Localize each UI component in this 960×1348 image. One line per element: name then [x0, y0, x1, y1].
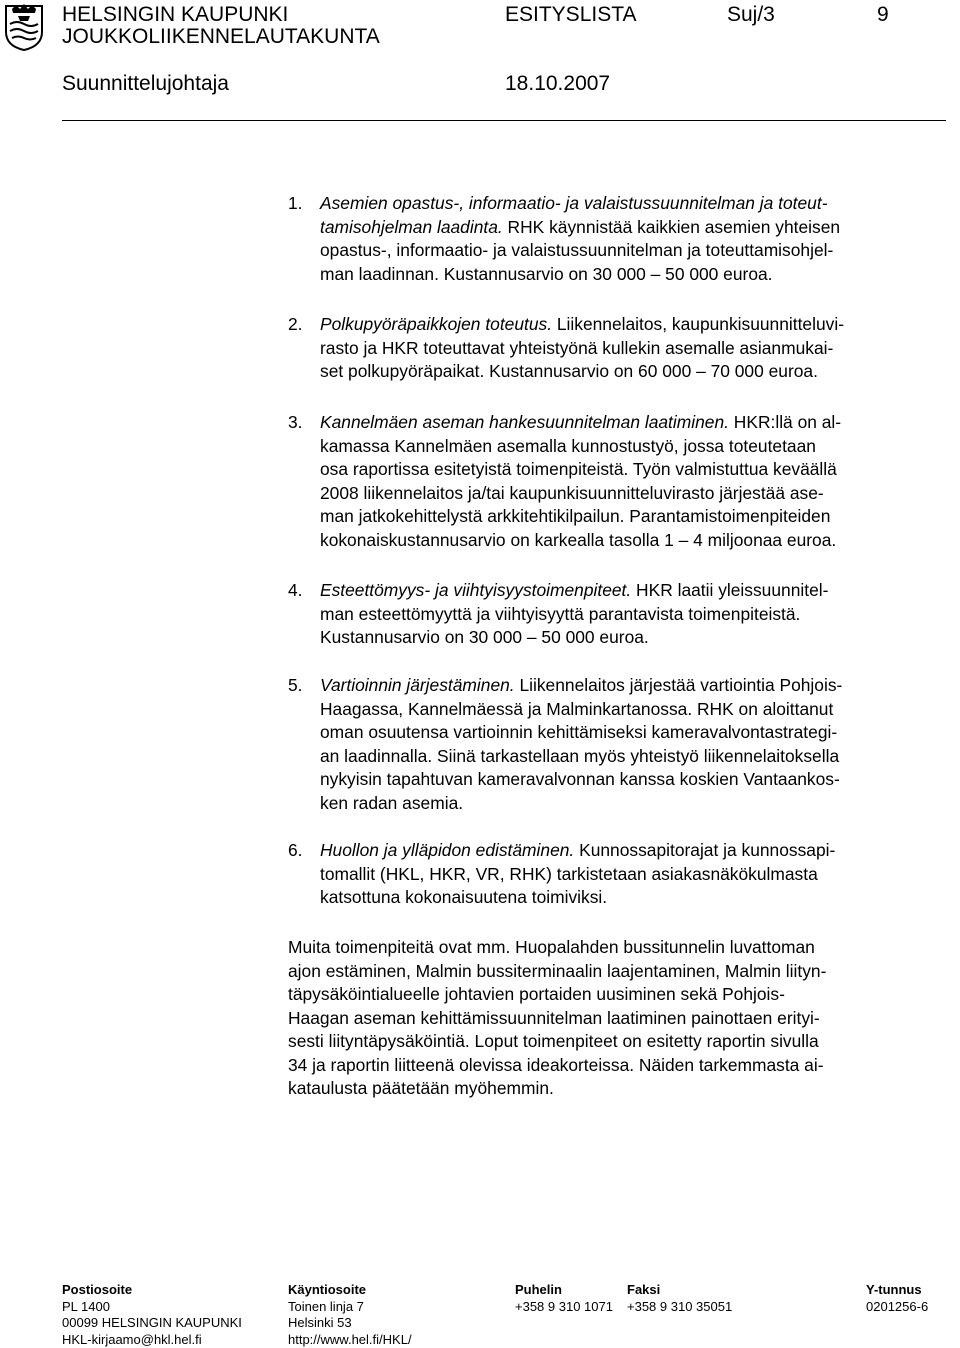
- footer-value: +358 9 310 35051: [627, 1299, 732, 1316]
- section-number: Suj/3: [727, 2, 775, 28]
- item-text: man laadinnan. Kustannusarvio on 30 000 – 50 000 euroa.: [320, 263, 952, 287]
- item-text: Liikennelaitos järjestää vartiointia Pohjois-: [515, 675, 843, 695]
- footer-url: http://www.hel.fi/HKL/: [288, 1332, 412, 1348]
- footer-value: 0201256-6: [866, 1299, 928, 1316]
- item-text: katsottuna kokonaisuutena toimiviksi.: [320, 886, 952, 910]
- paragraph-line: Haagan aseman kehittämissuunnitelman laatiminen painottaen erityi-: [288, 1007, 952, 1031]
- item-text: osa raportissa esitetyistä toimenpiteistä. Työn valmistuttua keväällä: [320, 458, 952, 482]
- item-text: Liikennelaitos, kaupunkisuunnitteluvi-: [552, 314, 844, 334]
- paragraph-line: Muita toimenpiteitä ovat mm. Huopalahden bussitunnelin luvattoman: [288, 936, 952, 960]
- document-type: ESITYSLISTA: [505, 2, 637, 28]
- item-text: Kunnossapitorajat ja kunnossapi-: [574, 840, 835, 860]
- footer-label: Puhelin: [515, 1282, 613, 1299]
- item-text: kamassa Kannelmäen asemalla kunnostustyö, jossa toteutetaan: [320, 435, 952, 459]
- document-date: 18.10.2007: [505, 71, 610, 97]
- item-text: an laadinnalla. Siinä tarkastellaan myös yhteistyö liikennelaitoksella: [320, 745, 952, 769]
- item-number: 3.: [288, 411, 303, 435]
- footer-phone: [515, 1282, 613, 1315]
- item-title: Polkupyöräpaikkojen toteutus.: [320, 314, 552, 334]
- item-text: kokonaiskustannusarvio on karkealla tasolla 1 – 4 miljoonaa euroa.: [320, 529, 952, 553]
- item-text: 2008 liikennelaitos ja/tai kaupunkisuunnitteluvirasto järjestää ase-: [320, 482, 952, 506]
- list-item: [288, 674, 952, 815]
- item-text: Kustannusarvio on 30 000 – 50 000 euroa.: [320, 626, 952, 650]
- paragraph-line: täpysäköintialueelle johtavien portaiden uusiminen sekä Pohjois-: [288, 983, 952, 1007]
- list-item: [288, 579, 952, 650]
- footer-label: Y-tunnus: [866, 1282, 928, 1299]
- author-title: Suunnittelujohtaja: [62, 71, 229, 97]
- footer-label: Käyntiosoite: [288, 1282, 412, 1299]
- footer-fax: [627, 1282, 732, 1315]
- item-title-continued: tamisohjelman laadinta.: [320, 217, 503, 237]
- item-title: Vartioinnin järjestäminen.: [320, 675, 515, 695]
- closing-paragraph: [288, 936, 952, 1101]
- item-text: oman osuutensa vartioinnin kehittämiseksi kameravalvontastrategi-: [320, 721, 952, 745]
- item-text: man esteettömyyttä ja viihtyisyyttä parantavista toimenpiteistä.: [320, 603, 952, 627]
- item-number: 2.: [288, 313, 303, 337]
- list-item: [288, 411, 952, 552]
- item-title: Kannelmäen aseman hankesuunnitelman laatiminen.: [320, 412, 729, 432]
- footer-value: 00099 HELSINGIN KAUPUNKI: [62, 1315, 242, 1332]
- item-text: nykyisin tapahtuvan kameravalvonnan kanssa koskien Vantaankos-: [320, 768, 952, 792]
- item-title: Huollon ja ylläpidon edistäminen.: [320, 840, 574, 860]
- helsinki-crest-icon: [4, 2, 44, 52]
- footer-value: PL 1400: [62, 1299, 242, 1316]
- item-text: rasto ja HKR toteuttavat yhteistyönä kullekin asemalle asianmukai-: [320, 337, 952, 361]
- page-number: 9: [877, 2, 889, 28]
- item-text: opastus-, informaatio- ja valaistussuunnitelman ja toteuttamisohjel-: [320, 239, 952, 263]
- list-item: [288, 839, 952, 910]
- paragraph-line: ajon estäminen, Malmin bussiterminaalin laajentaminen, Malmin liityn-: [288, 960, 952, 984]
- item-text: HKR:llä on al-: [729, 412, 841, 432]
- item-text: man jatkokehittelystä arkkitehtikilpailun. Parantamistoimenpiteiden: [320, 505, 952, 529]
- list-item: [288, 313, 952, 384]
- paragraph-line: kataulusta päätetään myöhemmin.: [288, 1077, 952, 1101]
- organization-name: HELSINGIN KAUPUNKI: [62, 2, 288, 28]
- footer-visit: [288, 1282, 412, 1348]
- footer-email: HKL-kirjaamo@hkl.hel.fi: [62, 1332, 242, 1348]
- item-text: HKR laatii yleissuunnitel-: [631, 580, 828, 600]
- footer-value: Toinen linja 7: [288, 1299, 412, 1316]
- footer-label: Postiosoite: [62, 1282, 242, 1299]
- header-divider: [62, 120, 946, 121]
- item-text: ken radan asemia.: [320, 792, 952, 816]
- list-item: [288, 192, 952, 286]
- footer-ytunnus: [866, 1282, 928, 1315]
- footer-value: Helsinki 53: [288, 1315, 412, 1332]
- paragraph-line: sesti liityntäpysäköintiä. Loput toimenpiteet on esitetty raportin sivulla: [288, 1030, 952, 1054]
- item-number: 6.: [288, 839, 303, 863]
- item-text: RHK käynnistää kaikkien asemien yhteisen: [503, 217, 840, 237]
- footer-postal: [62, 1282, 242, 1348]
- item-text: set polkupyöräpaikat. Kustannusarvio on 60 000 – 70 000 euroa.: [320, 360, 952, 384]
- paragraph-line: 34 ja raportin liitteenä olevissa ideakorteissa. Näiden tarkemmasta ai-: [288, 1054, 952, 1078]
- item-number: 5.: [288, 674, 303, 698]
- footer-label: Faksi: [627, 1282, 732, 1299]
- footer-value: +358 9 310 1071: [515, 1299, 613, 1316]
- item-title: Asemien opastus-, informaatio- ja valaistussuunnitelman ja toteut-: [320, 192, 952, 216]
- item-text: tomallit (HKL, HKR, VR, RHK) tarkistetaan asiakasnäkökulmasta: [320, 863, 952, 887]
- item-number: 1.: [288, 192, 303, 216]
- item-number: 4.: [288, 579, 303, 603]
- item-title: Esteettömyys- ja viihtyisyystoimenpiteet.: [320, 580, 631, 600]
- department-name: JOUKKOLIIKENNELAUTAKUNTA: [62, 24, 380, 50]
- item-text: Haagassa, Kannelmäessä ja Malminkartanossa. RHK on aloittanut: [320, 698, 952, 722]
